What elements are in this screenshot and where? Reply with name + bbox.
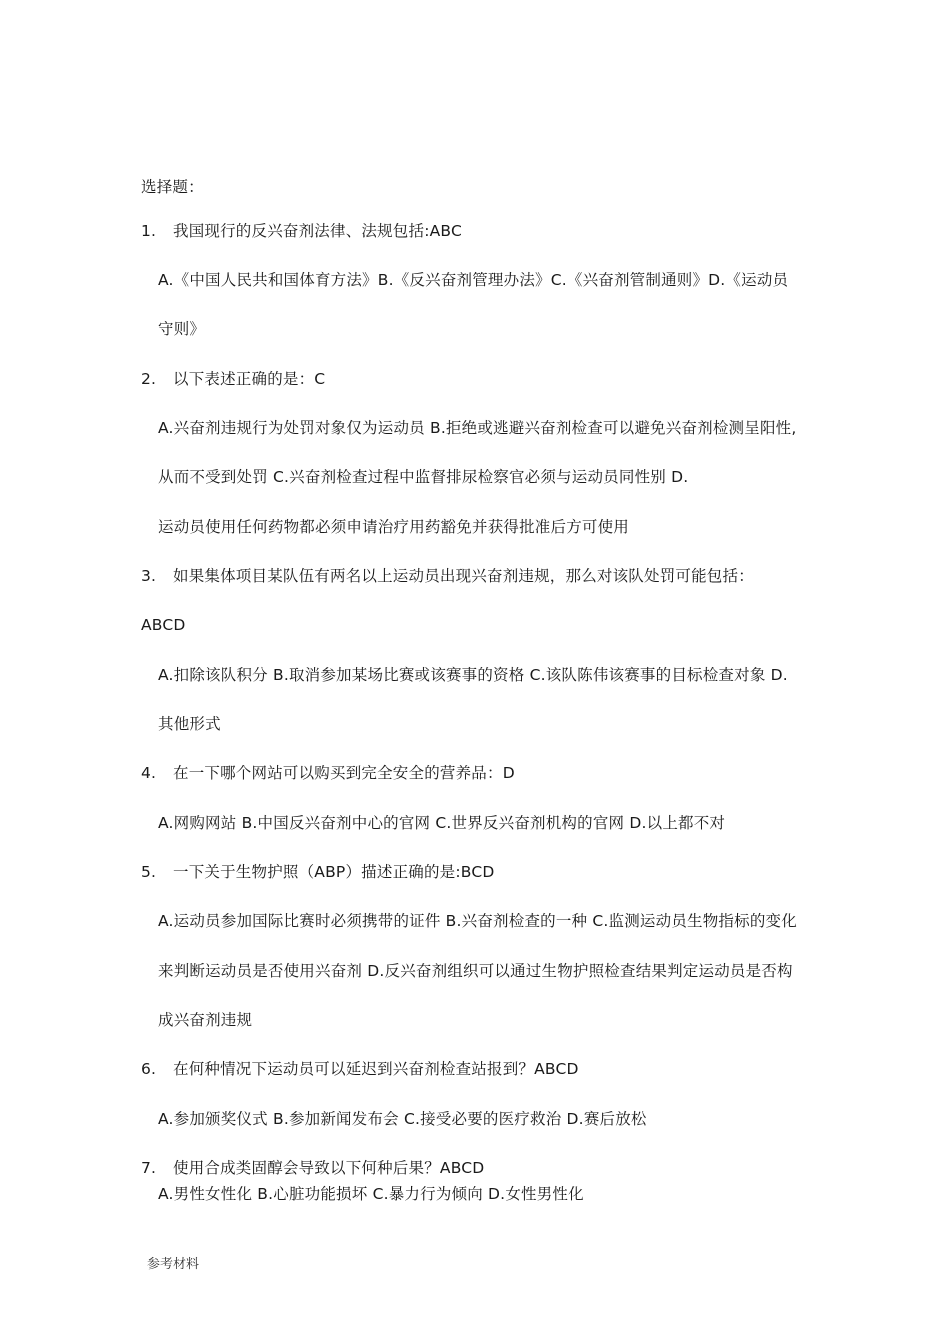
question-text: 在一下哪个网站可以购买到完全安全的营养品：D [173, 764, 515, 782]
question-text: 在何种情况下运动员可以延迟到兴奋剂检查站报到？ABCD [173, 1060, 579, 1078]
question-1 [141, 221, 462, 241]
question-5 [141, 862, 495, 882]
question-6-options-line-1: A.参加颁奖仪式 B.参加新闻发布会 C.接受必要的医疗救治 D.赛后放松 [158, 1110, 647, 1128]
question-number: 4. [141, 764, 157, 782]
question-number: 3. [141, 567, 157, 585]
question-text: 以下表述正确的是：C [173, 370, 326, 388]
question-4 [141, 763, 515, 783]
question-number: 6. [141, 1060, 157, 1078]
page-footer: 参考材料 [147, 1257, 200, 1272]
section-heading: 选择题： [141, 178, 204, 196]
question-6 [141, 1059, 579, 1079]
question-text: 使用合成类固醇会导致以下何种后果？ABCD [173, 1159, 485, 1177]
question-text: 我国现行的反兴奋剂法律、法规包括:ABC [173, 222, 463, 240]
question-5-options-line-3: 成兴奋剂违规 [158, 1011, 253, 1029]
question-5-options-line-2: 来判断运动员是否使用兴奋剂 D.反兴奋剂组织可以通过生物护照检查结果判定运动员是否构 [158, 962, 793, 980]
question-1-options-line-2: 守则》 [158, 320, 206, 338]
question-3-options-line-1: A.扣除该队积分 B.取消参加某场比赛或该赛事的资格 C.该队陈伟该赛事的目标检查对象 D. [158, 666, 788, 684]
question-number: 7. [141, 1159, 157, 1177]
question-3-answer: ABCD [141, 616, 186, 634]
question-5-options-line-1: A.运动员参加国际比赛时必须携带的证件 B.兴奋剂检查的一种 C.监测运动员生物指标的变化 [158, 912, 797, 930]
question-number: 1. [141, 222, 157, 240]
question-2-options-line-3: 运动员使用任何药物都必须申请治疗用药豁免并获得批准后方可使用 [158, 518, 630, 536]
question-4-options-line-1: A.网购网站 B.中国反兴奋剂中心的官网 C.世界反兴奋剂机构的官网 D.以上都不对 [158, 814, 726, 832]
question-number: 5. [141, 863, 157, 881]
question-3-options-line-2: 其他形式 [158, 715, 221, 733]
question-1-options-line-1: A.《中国人民共和国体育方法》B.《反兴奋剂管理办法》C.《兴奋剂管制通则》D.《运动员 [158, 271, 789, 289]
question-2-options-line-2: 从而不受到处罚 C.兴奋剂检查过程中监督排尿检察官必须与运动员同性别 D. [158, 468, 689, 486]
question-7-options-line-1: A.男性女性化 B.心脏功能损坏 C.暴力行为倾向 D.女性男性化 [158, 1185, 584, 1203]
question-2 [141, 369, 325, 389]
question-text: 一下关于生物护照（ABP）描述正确的是:BCD [173, 863, 495, 881]
question-7 [141, 1158, 484, 1178]
question-number: 2. [141, 370, 157, 388]
question-2-options-line-1: A.兴奋剂违规行为处罚对象仅为运动员 B.拒绝或逃避兴奋剂检查可以避免兴奋剂检测呈阳性, [158, 419, 797, 437]
question-text: 如果集体项目某队伍有两名以上运动员出现兴奋剂违规，那么对该队处罚可能包括： [173, 567, 754, 585]
question-3 [141, 566, 754, 586]
